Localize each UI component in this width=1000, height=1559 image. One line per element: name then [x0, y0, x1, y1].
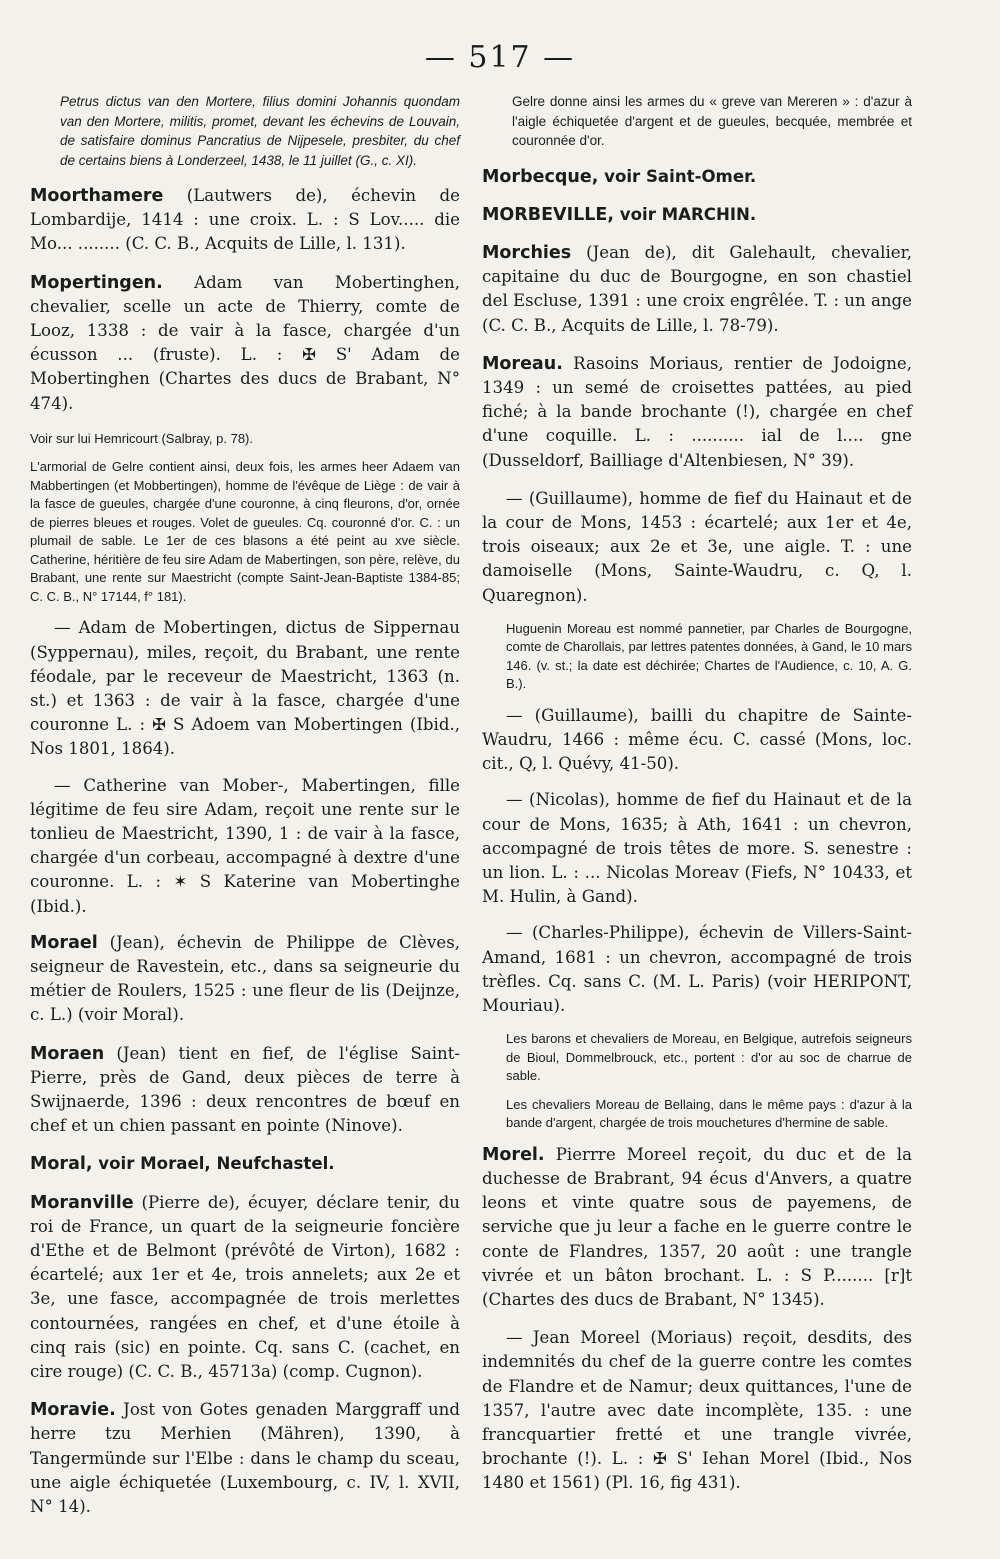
- sub-entry: — Catherine van Mober-, Mabertingen, fille légitime de feu sire Adam, reçoit une rente sur le tonlieu de Maestricht, 1390, 1 : de vair à la fasce, chargée d'un corbeau, accompagné à dextre d'une couronne. L. : ✶ S Katerine van Mobertinghe (Ibid.).: [30, 775, 460, 916]
- entry-moreau: [482, 352, 912, 473]
- entry-text: (Jean) tient en fief, de l'église Saint-Pierre, près de Gand, deux pièces de terre à Swijnaerde, 1396 : deux rencontres de bœuf en chef et un chien passant en pointe (Ninove).: [30, 1043, 460, 1136]
- entry-text: voir Morael, Neufchastel.: [92, 1154, 335, 1174]
- sub-entry: — Adam de Mobertingen, dictus de Sippernau (Syppernau), miles, reçoit, du Brabant, une rente féodale, par le receveur de Maestricht, 1363 (n. st.) et 1363 : de vair à la fasce, chargée d'une couronne L. : ✠ S Adoem van Mobertingen (Ibid., Nos 1801, 1864).: [30, 618, 460, 759]
- entry-text: Rasoins Moriaus, rentier de Jodoigne, 1349 : un semé de croisettes pattées, au pied fiché; à la bande brochante (!), chargée en chef d'une coquille. L. : .......... ial de l.... gne (Dusseldorf, Bailliage d'Altenbiesen, N° 39).: [482, 353, 912, 470]
- entry-text: Adam van Mobertinghen, chevalier, scelle un acte de Thierry, comte de Looz, 1338 : de vair à la fasce, chargée d'un écusson ... (fruste). L. : ✠ S' Adam de Mobertinghen (Chartes des ducs de Brabant, N° 474).: [30, 272, 460, 413]
- entry-heading: Moranville: [30, 1192, 134, 1213]
- entry-heading: Moreau.: [482, 353, 563, 374]
- entry-text: voir MARCHIN.: [614, 204, 757, 224]
- entry-heading: MORBEVILLE,: [482, 204, 615, 225]
- entry-text: (Lautwers de), échevin de Lombardije, 1414 : une croix. L. : S Lov..... die Mo... ........ (C. C. B., Acquits de Lille, l. 131).: [30, 186, 460, 254]
- entry-morbecque: [482, 165, 912, 189]
- sub-entry: — (Charles-Philippe), échevin de Villers-Saint-Amand, 1681 : un chevron, accompagné de trois trèfles. Cq. sans C. (M. L. Paris) (voir HERIPONT, Mouriau).: [482, 923, 912, 1015]
- right-column: [482, 92, 912, 1508]
- sub-entry: — Jean Moreel (Moriaus) reçoit, desdits, des indemnités du chef de la guerre contre les comtes de Flandre et de Namur; deux quittances, l'une de 1357, l'autre avec date incomplète, 135. : une francquartier fretté et une trangle vivrée, brochante (!). L. : ✠ S' Iehan Morel (Ibid., Nos 1480 et 1561) (Pl. 16, fig 431).: [482, 1328, 912, 1493]
- entry-text: (Jean de), dit Galehault, chevalier, capitaine du duc de Bourgogne, en son chastiel del Escluse, 1391 : une croix engrêlée. T. : un ange (C. C. B., Acquits de Lille, l. 78-79).: [482, 242, 912, 335]
- entry-mopertingen: [30, 271, 460, 416]
- entry-text: (Pierre de), écuyer, déclare tenir, du roi de France, un quart de la seigneurie foncière d'Ethe et de Belmont (prévôté de Virton), 1682 : écartelé; aux 1er et 4e, trois annelets; aux 2e et 3e, une fasce, accompagnée de trois merlettes contournées, rangées en chef, et d'une étoile à cinq rais (sic) en pointe. Cq. sans C. (cachet, en cire rouge) (C. C. B., 45713a) (comp. Cugnon).: [30, 1192, 460, 1382]
- sub-entry: — (Guillaume), bailli du chapitre de Sainte-Waudru, 1466 : même écu. C. cassé (Mons, loc. cit., Q, l. Quévy, 41-50).: [482, 705, 912, 774]
- entry-moranville: [30, 1191, 460, 1385]
- entry-heading: Morchies: [482, 242, 572, 263]
- intro-paragraph: Petrus dictus van den Mortere, filius domini Johannis quondam van den Mortere, militis, promet, devant les échevins de Louvain, de satisfaire dominus Pancratius de Nijpesele, presbiter, du chef de certains biens à Londerzeel, 1438, le 11 juillet (G., c. XI).: [60, 94, 460, 168]
- entry-text: voir Saint-Omer.: [598, 166, 757, 186]
- page-number: — 517 —: [424, 40, 576, 75]
- entry-heading: Mopertingen.: [30, 272, 163, 293]
- entry-moorthamere: [30, 184, 460, 257]
- entry-moravie: [30, 1398, 460, 1519]
- entry-text: Jost von Gotes genaden Marggraff und herre tzu Merhien (Mähren), 1390, à Tangermünde sur l'Elbe : dans le champ du sceau, une aigle échiquetée (Luxembourg, c. IV, l. XVII, N° 14).: [30, 1400, 460, 1517]
- entry-moraen: [30, 1042, 460, 1139]
- entry-morchies: [482, 241, 912, 338]
- footnote: Les barons et chevaliers de Moreau, en Belgique, autrefois seigneurs de Bioul, Dommelbrouck, etc., portent : d'or au soc de charrue de sable.: [506, 1031, 912, 1084]
- entry-morbeville: [482, 203, 912, 227]
- entry-heading: Morel.: [482, 1144, 545, 1165]
- entry-morael: [30, 931, 460, 1028]
- entry-heading: Moral,: [30, 1154, 93, 1175]
- footnote: Huguenin Moreau est nommé pannetier, par Charles de Bourgogne, comte de Charollais, par lettres patentes données, à Gand, le 10 mars 146. (v. st.; la date est déchirée; Chartes de l'Audience, c. 10, A. G. B.).: [506, 620, 912, 692]
- entry-text: (Jean), échevin de Philippe de Clèves, seigneur de Ravestein, etc., dans sa seigneurie du métier de Roulers, 1525 : une fleur de lis (Deijnze, c. L.) (voir Moral).: [30, 932, 460, 1025]
- sub-entry: — (Guillaume), homme de fief du Hainaut et de la cour de Mons, 1453 : écartelé; aux 1er et 4e, trois oiseaux; aux 2e et 3e, une aigle. T. : une damoiselle (Mons, Sainte-Waudru, c. Q, l. Quaregnon).: [482, 488, 912, 605]
- footnote: L'armorial de Gelre contient ainsi, deux fois, les armes heer Adaem van Mabbertingen (et Mobbertingen), homme de l'évêque de Liège : de vair à la fasce de gueules, chargée d'une couronne, à cinq fleurons, d'or, ornée de pierres bleues et rouges. Volet de gueules. Cq. couronné d'or. C. : un plumail de sable. Le 1er de ces blasons a été peint au xve siècle. Catherine, héritière de feu sire Adam de Mabertingen, son père, relève, du Brabant, une rente sur Maestricht (compte Saint-Jean-Baptiste 1384-85; C. C. B., N° 17144, f° 181).: [30, 459, 460, 604]
- footnote: Les chevaliers Moreau de Bellaing, dans le même pays : d'azur à la bande d'argent, chargée de trois mouchetures d'hermine de sable.: [506, 1096, 912, 1131]
- left-column: [30, 92, 460, 1533]
- entry-heading: Moraen: [30, 1043, 105, 1064]
- intro-paragraph: Gelre donne ainsi les armes du « greve van Mereren » : d'azur à l'aigle échiquetée d'argent et de gueules, becquée, membrée et couronnée d'or.: [512, 94, 912, 148]
- entry-heading: Moorthamere: [30, 186, 164, 206]
- entry-heading: Morael: [30, 932, 98, 953]
- entry-morel: [482, 1143, 912, 1312]
- entry-moral: [30, 1152, 460, 1176]
- entry-heading: Moravie.: [30, 1400, 116, 1421]
- entry-heading: Morbecque,: [482, 166, 599, 187]
- sub-entry: — (Nicolas), homme de fief du Hainaut et de la cour de Mons, 1635; à Ath, 1641 : un chevron, accompagné de trois têtes de more. S. senestre : un lion. L. : ... Nicolas Moreav (Fiefs, N° 10433, et M. Hulin, à Gand).: [482, 790, 912, 907]
- footnote: Voir sur lui Hemricourt (Salbray, p. 78).: [30, 430, 253, 446]
- entry-text: Pierrre Moreel reçoit, du duc et de la duchesse de Brabrant, 94 écus d'Anvers, a quatre leons et vinte quatre sous de payemens, de serviche que ju leur a fache en le guerre contre le conte de Flandres, 1357, 20 août : une trangle vivrée et un bâton brochant. L. : S P........ [r]t (Chartes des ducs de Brabant, N° 1345).: [482, 1144, 912, 1309]
